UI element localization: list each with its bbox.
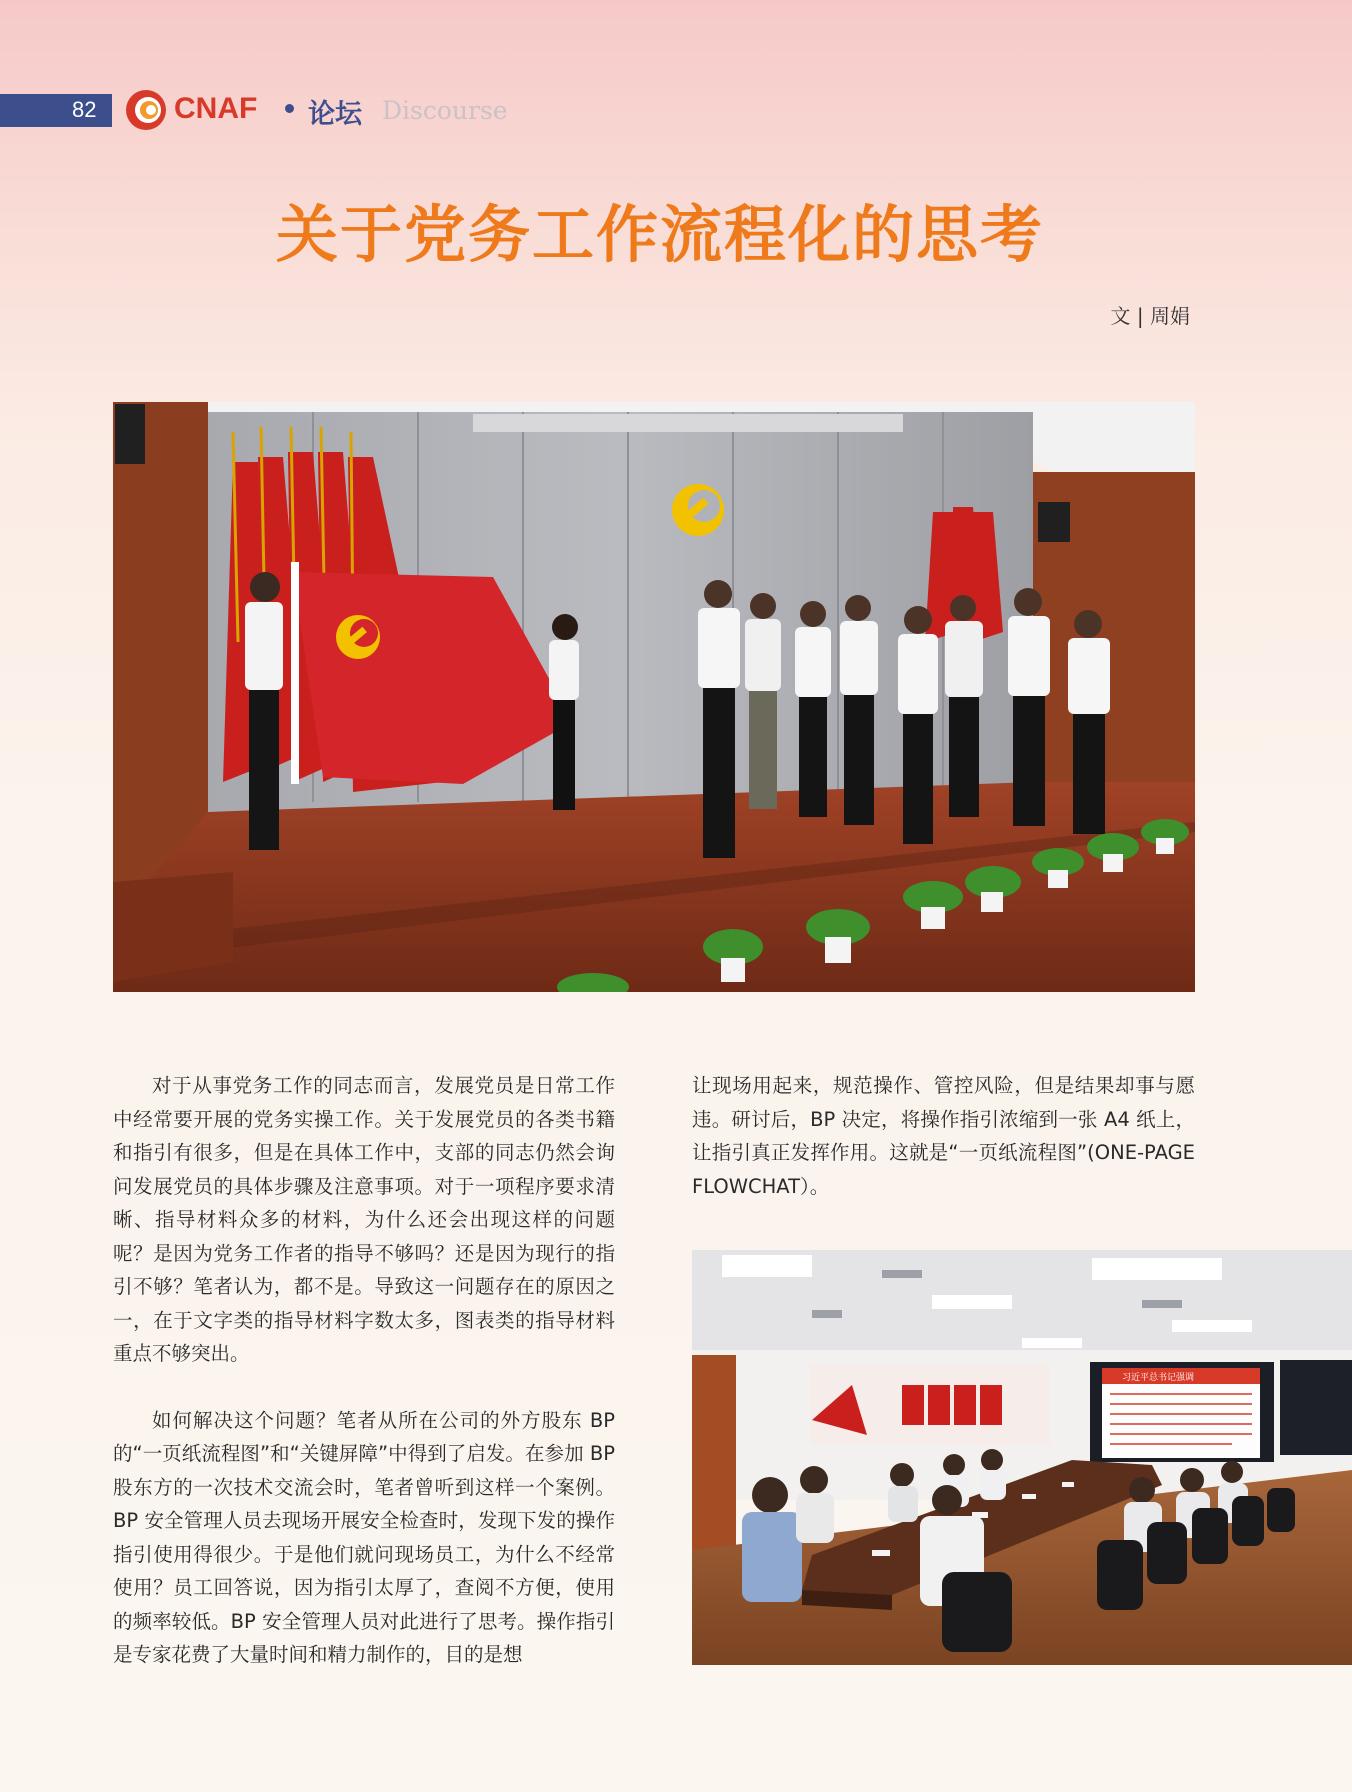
byline: 文 | 周娟 bbox=[1110, 304, 1190, 328]
article-title: 关于党务工作流程化的思考 bbox=[275, 198, 1044, 271]
brand-name: CNAF bbox=[174, 92, 258, 125]
page-number: 82 bbox=[72, 97, 97, 122]
section-label: 论坛 bbox=[308, 99, 362, 130]
cnaf-logo-icon bbox=[124, 88, 168, 132]
screen-title: 习近平总书记强调 bbox=[1122, 1373, 1195, 1383]
flag-ceremony-photo bbox=[113, 402, 1195, 992]
text-column-right bbox=[692, 1069, 1195, 1203]
paragraph-2: 如何解决这个问题？笔者从所在公司的外方股东 BP 的“一页纸流程图”和“关键屏障”中得到了启发。在参加 BP 股东方的一次技术交流会时，笔者曾听到这样一个案例。BP 安全管理人员去现场开展安全检查时，发现下发的操作指引使用得很少。于是他们就问现场员工，为什么不经常使用？员工回答说，因为指引太厚了，查阅不方便，使用的频率较低。BP 安全管理人员对此进行了思考。操作指引是专家花费了大量时间和精力制作的，目的是想 bbox=[113, 1408, 615, 1666]
paragraph-1: 对于从事党务工作的同志而言，发展党员是日常工作中经常要开展的党务实操工作。关于发展党员的各类书籍和指引有很多，但是在具体工作中，支部的同志仍然会询问发展党员的具体步骤及注意事项。对于一项程序要求清晰、指导材料众多的材料，为什么还会出现这样的问题呢？是因为党务工作者的指导不够吗？还是因为现行的指引不够？笔者认为，都不是。导致这一问题存在的原因之一，在于文字类的指导材料字数太多，图表类的指导材料重点不够突出。 bbox=[113, 1074, 615, 1365]
section-label-en: Discourse bbox=[382, 96, 508, 125]
paragraph-2-continued: 让现场用起来，规范操作、管控风险，但是结果却事与愿违。研讨后，BP 决定，将操作指引浓缩到一张 A4 纸上，让指引真正发挥作用。这就是“一页纸流程图”(ONE-PAGE FLOWCHAT）。 bbox=[692, 1074, 1195, 1198]
separator-dot bbox=[285, 104, 294, 113]
text-column-left bbox=[113, 1069, 615, 1672]
meeting-room-photo bbox=[692, 1250, 1352, 1665]
